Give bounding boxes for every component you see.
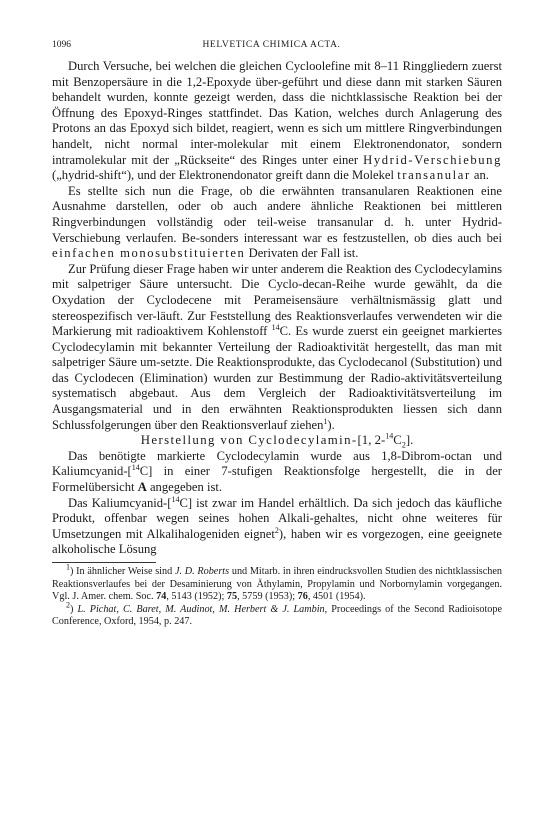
spaced-term-einfachen: einfachen monosubstituierten [52, 246, 246, 261]
isotope-mass: 14 [131, 463, 140, 473]
text-run: ) [70, 603, 74, 615]
text-run: , 4501 (1954). [307, 591, 366, 603]
subscript: 2 [401, 440, 406, 450]
isotope-mass: 14 [271, 322, 280, 332]
paragraph-2 [52, 184, 502, 262]
text-run: , 5143 (1952); [166, 591, 225, 603]
spaced-term-transanular: transanular [397, 168, 471, 183]
journal-title: HELVETICA CHIMICA ACTA. [202, 40, 341, 50]
text-run: Es stellte sich nun die Frage, ob die erwähnten transanularen Reaktionen eine Ausnahme darstellen, oder ob auch andere ähnliche Reaktionen bei mittleren Ringverbindungen vollständig oder teil-weise transanular d. h. unter Hydrid-Verschiebung verlaufen. Be-sonders interessant war es festzustellen, ob dies auch bei [52, 183, 502, 245]
footnotes [52, 562, 503, 629]
heading-spaced-text: Herstellung von Cyclodecylamin- [140, 433, 358, 448]
text-run: und Mitarb. in ihren eindrucksvollen Studien des nichtklassischen Reaktionsverlaufes bei der Desaminierung von Äthylamin, Propylamin und Norbornylamin vorgegangen. Vgl. J. Amer. chem. Soc. [52, 566, 503, 603]
text-run: C. Es wurde zuerst ein geeignet markiertes Cyclodecylamin mit bekannter Verteilung der Radioaktivität hergestellt, das man mit salpetriger Säure um-setzte. Die Reaktionsprodukte, das Cyclodecanol (Substitution) und das Cyclodecen (Elimination) wurden zur Bestimmung der Radio-aktivitätsverteilung systematisch abgebaut. Aus dem Vergleich der Radioaktivitätsverteilung im Ausgangsmaterial und in den erwähnten Reaktionsprodukten liessen sich dann Schlussfolgerungen über den Reaktionsverlauf ziehen [52, 324, 502, 432]
text-run: , Proceedings of the Second Radioisotope Conference, Oxford, 1954, p. 247. [52, 603, 502, 628]
footnote-number: 2 [66, 600, 70, 610]
footnote-number: 1 [66, 562, 70, 572]
text-run: [1, 2- [357, 433, 386, 448]
text-run: , 5759 (1953); [237, 591, 296, 603]
footnote-ref-1[interactable]: 1 [323, 416, 328, 426]
article-body [52, 59, 502, 558]
isotope-mass: 14 [385, 431, 394, 441]
text-run: Zur Prüfung dieser Frage haben wir unter anderem die Reaktion des Cyclodecylamins mit salpetriger Säure untersucht. Die Cyclo-decan-Reihe wurde gewählt, da die Oxydation der Cyclodecene mit Perameisensäure verhältnismässig glatt und stereospezifisch ver-läuft. Zur Feststellung des Reaktionsverlaufes verwendeten wir die Markierung mit radioaktivem Kohlenstoff [52, 261, 502, 339]
author-names: L. Pichat, C. Baret, M. Audinot, M. Herbert & J. Lambin [77, 603, 325, 615]
author-names: J. D. Roberts [174, 566, 230, 577]
footnote-ref-2[interactable]: 2 [274, 525, 279, 535]
volume-number: 76 [297, 591, 308, 603]
scheme-label: A [137, 480, 147, 495]
text-run: an. [473, 168, 489, 183]
text-run: C [393, 433, 402, 448]
paragraph-5 [52, 496, 502, 558]
volume-number: 75 [226, 591, 238, 603]
text-run: Durch Versuche, bei welchen die gleichen Cycloolefine mit 8–11 Ringgliedern zuerst mit Benzopersäure in die 1,2-Epoxyde über-geführt und diese dann mit starken Säuren behandelt wurden, konnte gezeigt werden, dass die nichtklassische Reaktion bei der Öffnung des Epoxyd-Ringes stattfindet. Das Kation, welches durch Anlagerung des Protons an das Epoxyd sich bildet, reagiert, wenn es sich um mittlere Ringverbindungen handelt, nicht normal inter-molekular mit einem Elektronendonator, sondern intramolekular mit der „Rückseite“ des Ringes unter einer [52, 59, 502, 167]
paragraph-1 [52, 59, 502, 184]
journal-page [52, 40, 502, 629]
text-run: angegeben ist. [149, 480, 223, 495]
paragraph-3 [52, 262, 502, 434]
footnote-2 [52, 600, 502, 629]
text-run: ]. [405, 433, 414, 448]
paragraph-4 [52, 449, 502, 496]
footnote-1 [52, 562, 503, 604]
volume-number: 74 [156, 591, 167, 603]
section-heading [52, 433, 502, 449]
text-run: C] ist zwar im Handel erhältlich. Da sich jedoch das käufliche Produkt, offenbar wegen seines hohen Alkali-gehaltes, nicht ohne weiteres für Umsetzungen mit Alkalihalogeniden eignet [52, 495, 502, 541]
running-header [52, 40, 502, 50]
text-run: ) In ähnlicher Weise sind [70, 566, 173, 577]
text-run: („hydrid-shift“), und der Elektronendonator greift dann die Molekel [52, 168, 395, 183]
text-run: Das benötigte markierte Cyclodecylamin wurde aus 1,8-Dibrom-octan und Kaliumcyanid-[ [52, 448, 502, 479]
spaced-term-hydrid-verschiebung: Hydrid-Verschiebung [363, 152, 502, 167]
text-run: Derivaten der Fall ist. [248, 246, 359, 261]
text-run: ), haben wir es vorgezogen, eine geeignete alkoholische Lösung [52, 526, 502, 557]
text-run: Das Kaliumcyanid-[ [68, 495, 172, 510]
isotope-mass: 14 [171, 494, 180, 504]
text-run: ). [327, 417, 335, 432]
page-number: 1096 [52, 40, 71, 50]
text-run: C] in einer 7-stufigen Reaktionsfolge hergestellt, die in der Formelübersicht [52, 464, 502, 495]
